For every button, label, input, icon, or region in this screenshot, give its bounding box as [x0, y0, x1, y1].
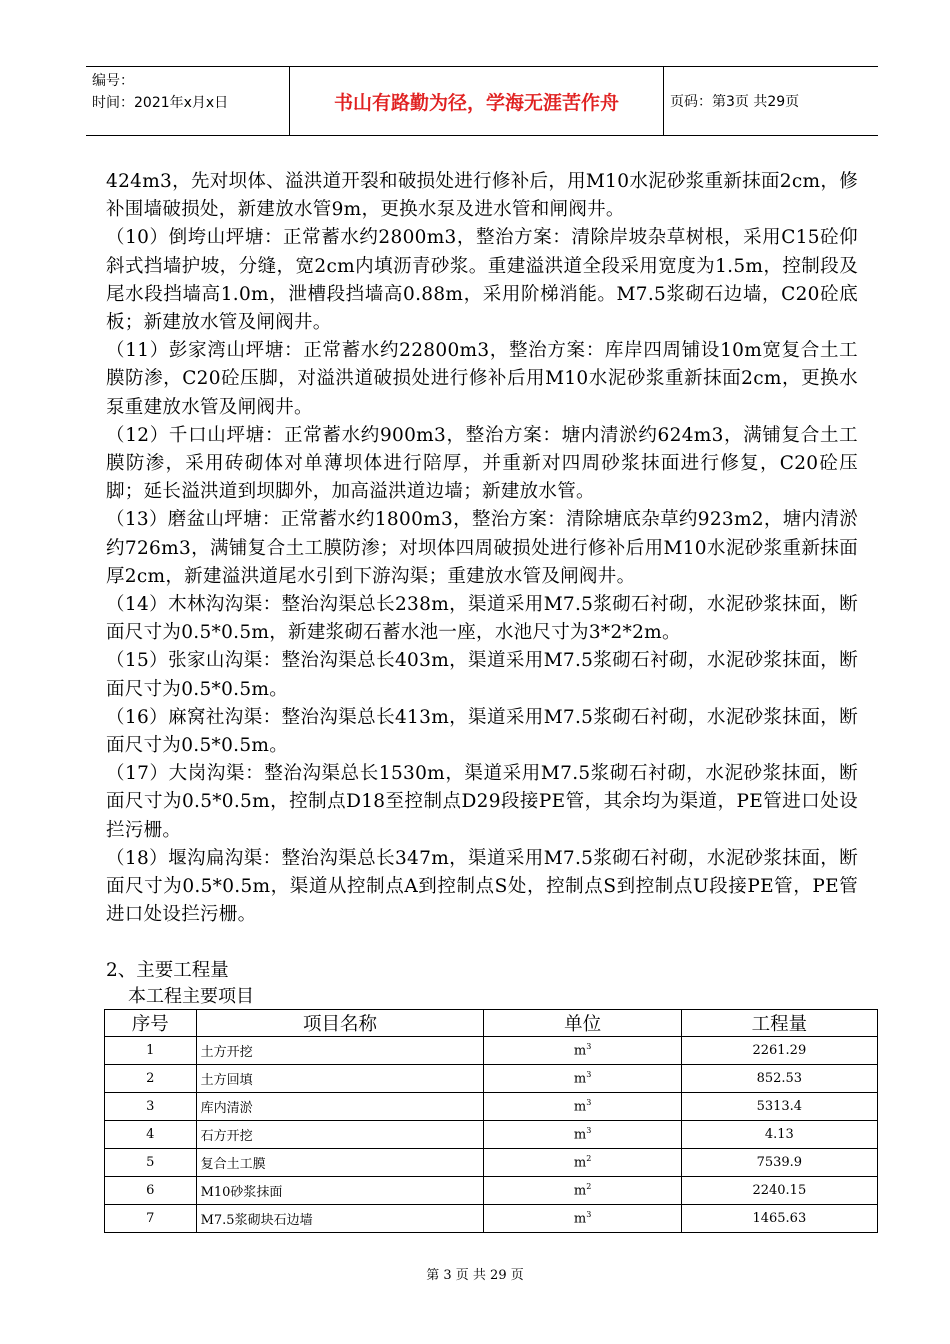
table-row [105, 1205, 878, 1233]
row-no: 6 [105, 1177, 197, 1205]
page-header [86, 66, 878, 136]
row-qty: 1465.63 [681, 1205, 877, 1233]
row-name: 库内清淤 [196, 1093, 484, 1121]
row-qty: 5313.4 [681, 1093, 877, 1121]
header-name: 项目名称 [196, 1010, 484, 1037]
row-name: 土方回填 [196, 1065, 484, 1093]
row-unit: $m^3$ [484, 1065, 681, 1093]
paragraph: （13）磨盆山坪塘：正常蓄水约1800m3，整治方案：清除塘底杂草约923m2，塘内清淤约726m3，满铺复合土工膜防渗；对坝体四周破损处进行修补后用M10水泥砂浆重新抹面厚2cm，新建溢洪道尾水引到下游沟渠；重建放水管及闸阀井。 [106, 509, 858, 587]
header-motto: 书山有路勤为径，学海无涯苦作舟 [289, 67, 664, 135]
paragraph: （15）张家山沟渠：整治沟渠总长403m，渠道采用M7.5浆砌石衬砌，水泥砂浆抹面，断面尺寸为0.5*0.5m。 [106, 650, 858, 700]
table-row [105, 1093, 878, 1121]
row-unit: $m^2$ [484, 1177, 681, 1205]
row-unit: $m^3$ [484, 1205, 681, 1233]
row-name: M7.5浆砌块石边墙 [196, 1205, 484, 1233]
row-name: 土方开挖 [196, 1037, 484, 1065]
row-qty: 2240.15 [681, 1177, 877, 1205]
document-body [106, 168, 858, 929]
row-name: 石方开挖 [196, 1121, 484, 1149]
row-no: 2 [105, 1065, 197, 1093]
row-qty: 7539.9 [681, 1149, 877, 1177]
table-row [105, 1121, 878, 1149]
table-header-row [105, 1010, 878, 1037]
page-indicator: 页码：第3页 共29页 [670, 94, 800, 110]
table-row [105, 1149, 878, 1177]
row-unit: $m^2$ [484, 1149, 681, 1177]
row-qty: 852.53 [681, 1065, 877, 1093]
time-label: 时间：2021年x月x日 [92, 95, 229, 111]
row-no: 7 [105, 1205, 197, 1233]
paragraph: （11）彭家湾山坪塘：正常蓄水约22800m3，整治方案：库岸四周铺设10m宽复合土工膜防渗，C20砼压脚，对溢洪道破损处进行修补后用M10水泥砂浆重新抹面2cm，更换水泵重建放水管及闸阀井。 [106, 340, 858, 418]
quantities-table [104, 1009, 878, 1233]
paragraph: （16）麻窝社沟渠：整治沟渠总长413m，渠道采用M7.5浆砌石衬砌，水泥砂浆抹面，断面尺寸为0.5*0.5m。 [106, 706, 858, 757]
table-row [105, 1065, 878, 1093]
row-qty: 4.13 [681, 1121, 877, 1149]
row-unit: $m^3$ [484, 1037, 681, 1065]
paragraph: （17）大岗沟渠：整治沟渠总长1530m，渠道采用M7.5浆砌石衬砌，水泥砂浆抹面，断面尺寸为0.5*0.5m，控制点D18至控制点D29段接PE管，其余均为渠道，PE管进口处设拦污栅。 [106, 763, 858, 841]
header-no: 序号 [105, 1010, 197, 1037]
row-no: 3 [105, 1093, 197, 1121]
paragraph: （12）千口山坪塘：正常蓄水约900m3，整治方案：塘内清淤约624m3，满铺复合土工膜防渗，采用砖砌体对单薄坝体进行陪厚，并重新对四周砂浆抹面进行修复，C20砼压脚；延长溢洪道到坝脚外，加高溢洪道边墙；新建放水管。 [106, 424, 858, 503]
row-qty: 2261.29 [681, 1037, 877, 1065]
table-row [105, 1037, 878, 1065]
row-no: 4 [105, 1121, 197, 1149]
row-no: 5 [105, 1149, 197, 1177]
table-row [105, 1177, 878, 1205]
row-unit: $m^3$ [484, 1121, 681, 1149]
number-label: 编号： [92, 73, 134, 89]
paragraph: （14）木林沟沟渠：整治沟渠总长238m，渠道采用M7.5浆砌石衬砌，水泥砂浆抹面，断面尺寸为0.5*0.5m，新建浆砌石蓄水池一座，水池尺寸为3*2*2m。 [106, 594, 858, 644]
page-footer: 第 3 页 共 29 页 [426, 1268, 524, 1283]
paragraph: （10）倒垮山坪塘：正常蓄水约2800m3，整治方案：清除岸坡杂草树根，采用C15砼仰斜式挡墙护坡，分缝，宽2cm内填沥青砂浆。重建溢洪道全段采用宽度为1.5m，控制段及尾水段挡墙高1.0m，泄槽段挡墙高0.88m，采用阶梯消能。M7.5浆砌石边墙，C20砼底板；新建放水管及闸阀井。 [106, 227, 858, 334]
row-unit: $m^3$ [484, 1093, 681, 1121]
row-name: M10砂浆抹面 [196, 1177, 484, 1205]
header-meta [92, 71, 292, 111]
paragraph: 424m3，先对坝体、溢洪道开裂和破损处进行修补后，用M10水泥砂浆重新抹面2cm，修补围墙破损处，新建放水管9m，更换水泵及进水管和闸阀井。 [106, 171, 858, 221]
table-caption: 本工程主要项目 [128, 986, 254, 1007]
row-name: 复合土工膜 [196, 1149, 484, 1177]
section-title: 2、主要工程量 [106, 960, 229, 981]
row-no: 1 [105, 1037, 197, 1065]
header-unit: 单位 [484, 1010, 681, 1037]
header-qty: 工程量 [681, 1010, 877, 1037]
paragraph: （18）堰沟扁沟渠：整治沟渠总长347m，渠道采用M7.5浆砌石衬砌，水泥砂浆抹面，断面尺寸为0.5*0.5m，渠道从控制点A到控制点S处，控制点S到控制点U段接PE管，PE管进口处设拦污栅。 [106, 847, 858, 926]
